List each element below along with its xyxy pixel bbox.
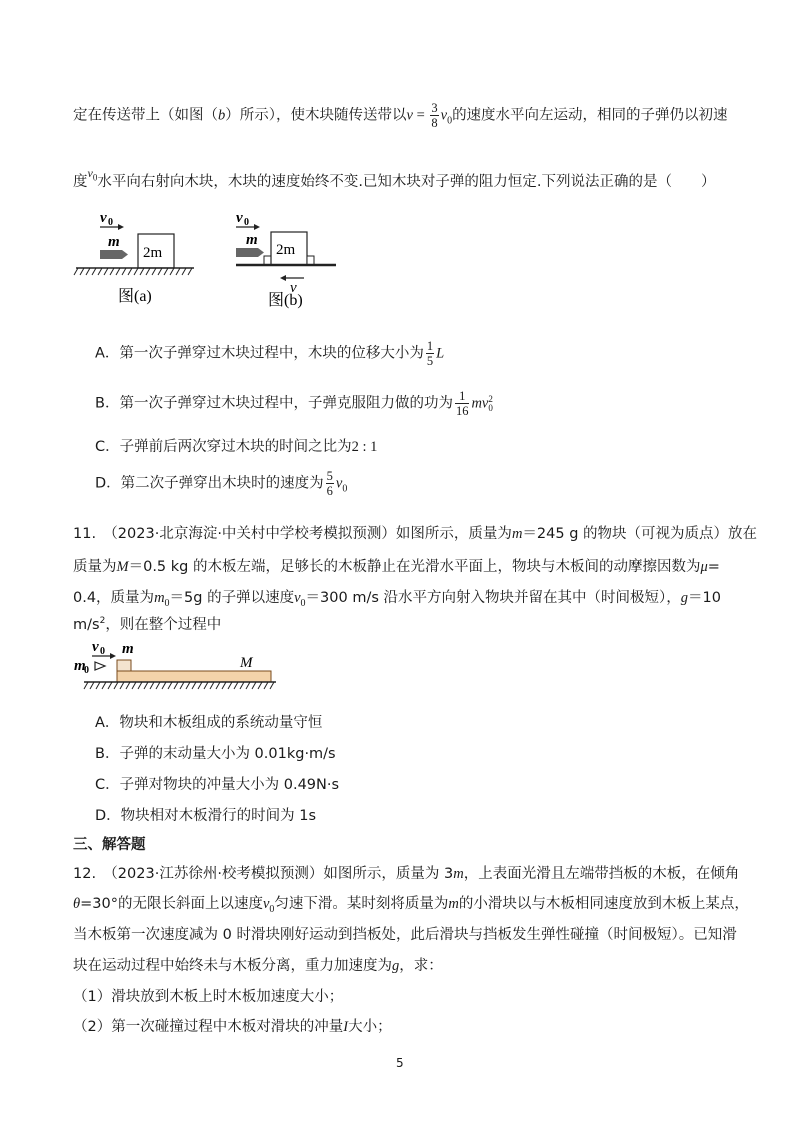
q11-m0: m — [154, 590, 165, 606]
q11-line-3 — [73, 586, 721, 609]
fig-b-bullet — [236, 248, 258, 257]
fig-b-v-arrowhead — [280, 275, 286, 281]
figure-b — [232, 205, 342, 315]
fig-a-m-label: m — [108, 234, 120, 250]
q12-I: I — [343, 1019, 349, 1035]
q11-text: 0.4，质量为 — [73, 590, 155, 606]
fig-a-block-label: 2m — [143, 245, 163, 261]
q12-text: 块在运动过程中始终未与木板分离，重力加速度为 — [73, 958, 392, 974]
q12-sub: 0 — [269, 903, 275, 915]
fig-b-caption: 图(b) — [268, 292, 303, 309]
q10-sub: 0 — [447, 115, 453, 127]
q12-line-3: 当木板第一次速度减为 0 时滑块刚好运动到挡板处，此后滑块与挡板发生弹性碰撞（时间极短）。已知滑 — [73, 927, 737, 943]
option-text: D．第二次子弹穿出木块时的速度为 — [95, 475, 324, 492]
q10-text: 水平向右射向木块，木块的速度始终不变.已知木块对子弹的阻力恒定.下列说法正确的是（ ） — [97, 174, 716, 190]
option-L: L — [436, 345, 445, 362]
fig-q11-m0-sub: 0 — [84, 665, 89, 676]
frac-den: 5 — [426, 353, 434, 368]
q12-text: 匀速下滑。某时刻将质量为 — [274, 896, 449, 912]
figure-q11 — [70, 637, 280, 692]
q11-line-4 — [73, 613, 221, 634]
q11-text: ＝245 g 的物块（可视为质点）放在 — [522, 526, 758, 542]
q12-text: =30°的无限长斜面上以速度 — [80, 896, 263, 912]
q10-line-2 — [73, 166, 716, 191]
q11-option-a: A．物块和木板组成的系统动量守恒 — [95, 715, 323, 731]
option-fraction — [455, 390, 470, 417]
option-fraction — [426, 340, 434, 367]
q11-text: ＝10 — [688, 590, 721, 606]
q11-sup: 2 — [99, 616, 106, 627]
fig-b-block-label: 2m — [276, 242, 296, 258]
q11-text: 质量为 — [73, 559, 117, 575]
fig-a-bullet — [100, 250, 122, 259]
frac-num: 1 — [459, 389, 466, 403]
q11-text: m/s — [73, 617, 100, 633]
frac-den: 16 — [455, 403, 469, 418]
fig-q11-board — [117, 671, 271, 682]
q11-sub: 0 — [300, 597, 306, 609]
q12-text: 12. （2023·江苏徐州·校考模拟预测）如图所示，质量为 3 — [73, 866, 454, 882]
q12-line-1 — [73, 862, 739, 883]
fig-b-v-label: v — [290, 280, 297, 296]
q12-v0: v — [262, 896, 270, 912]
option-text: C．子弹前后两次穿过木块的时间之比为 — [95, 439, 352, 455]
q11-text: g 的子弹以速度 — [193, 590, 295, 606]
q12-g: g — [392, 958, 400, 974]
fig-q11-hatch — [84, 682, 274, 689]
q11-line-2 — [73, 555, 720, 576]
option-sub: 0 — [488, 402, 493, 413]
q12-text: ，求： — [399, 958, 443, 974]
q11-eq: = — [707, 559, 720, 575]
q12-m: m — [453, 866, 464, 882]
q11-m: m — [511, 526, 523, 542]
fig-b-m-label: m — [246, 232, 258, 248]
option-ratio: 2 : 1 — [351, 439, 378, 455]
q11-option-d: D．物块相对木板滑行的时间为 1s — [95, 808, 317, 824]
fig-b-v0-sub: 0 — [244, 217, 249, 228]
fig-q11-m-label: m — [122, 641, 134, 657]
q12-text: 大小； — [348, 1019, 392, 1035]
q12-line-2 — [73, 892, 749, 915]
frac-num: 1 — [426, 339, 434, 353]
fig-b-arrowhead — [254, 224, 260, 230]
q11-text: ，则在整个过程中 — [105, 617, 222, 633]
q10-option-a — [95, 340, 444, 367]
q11-option-c: C．子弹对物块的冲量大小为 0.49N·s — [95, 777, 340, 793]
fig-b-bullet-tip — [258, 248, 264, 257]
frac-den: 6 — [326, 483, 333, 498]
frac-num: 5 — [326, 469, 333, 483]
q11-option-b: B．子弹的末动量大小为 0.01kg·m/s — [95, 746, 336, 762]
option-expr: mv — [471, 395, 489, 412]
fig-a-v0-label: v — [100, 210, 107, 226]
q10-v: v — [406, 107, 413, 124]
q10-text: 定在传送带上（如图（ — [73, 107, 218, 124]
q10-v0: v — [440, 107, 448, 124]
q10-text: 的速度水平向左运动，相同的子弹仍以初速 — [452, 107, 728, 124]
q10-sub: 0 — [92, 172, 98, 183]
q12-sub-2 — [73, 1015, 392, 1036]
option-text: A．第一次子弹穿过木块过程中，木块的位移大小为 — [95, 345, 424, 362]
q10-option-d — [95, 470, 347, 497]
option-text: B．第一次子弹穿过木块过程中，子弹克服阻力做的功为 — [95, 395, 453, 412]
section-heading: 三、解答题 — [73, 837, 146, 853]
option-v: v — [335, 475, 343, 492]
frac-den: 8 — [431, 115, 438, 130]
q12-text: （2）第一次碰撞过程中木板对滑块的冲量 — [73, 1019, 344, 1035]
q11-v0: v — [294, 590, 301, 606]
q12-m: m — [448, 896, 459, 912]
q11-text: ＝5 — [169, 590, 194, 606]
q10-text: 度 — [73, 174, 88, 190]
q12-text: 的小滑块以与木板相同速度放到木板上某点， — [458, 896, 749, 912]
fig-b-v0-label: v — [236, 210, 243, 226]
q11-sub: 0 — [164, 597, 170, 609]
fig-q11-v0-sub: 0 — [100, 646, 105, 657]
fig-q11-M-label: M — [240, 655, 253, 671]
q11-text: ＝300 m/s 沿水平方向射入物块并留在其中（时间极短）， — [305, 590, 681, 606]
option-sup: 2 — [488, 393, 493, 404]
q10-eq: = — [412, 107, 429, 124]
q10-fraction — [430, 102, 438, 129]
fig-a-bullet-tip — [122, 250, 128, 259]
fig-q11-arrowhead — [110, 653, 116, 659]
q12-line-4 — [73, 954, 443, 975]
q10-option-b — [95, 390, 493, 417]
fig-q11-bullet — [95, 662, 105, 670]
page-number: 5 — [396, 1056, 404, 1070]
fig-q11-m0-label: m — [74, 658, 86, 674]
fig-a-arrowhead — [118, 224, 124, 230]
fig-b-stopper-left — [264, 256, 271, 265]
option-fraction — [326, 470, 334, 497]
q11-line-1 — [73, 522, 757, 543]
q10-v0: v — [87, 166, 93, 180]
fig-b-stopper-right — [307, 256, 314, 265]
q11-g: g — [680, 590, 689, 606]
q11-mu: μ — [700, 559, 708, 575]
fig-a-caption: 图(a) — [118, 288, 152, 305]
option-sub: 0 — [342, 483, 348, 495]
q11-text: ＝0.5 kg 的木板左端，足够长的木板静止在光滑水平面上，物块与木板间的动摩擦因数为 — [128, 559, 701, 575]
q12-theta: θ — [73, 896, 81, 912]
q10-option-c — [95, 435, 377, 456]
fig-q11-block-m — [117, 660, 131, 671]
q12-text: ，上表面光滑且左端带挡板的木板，在倾角 — [463, 866, 740, 882]
q12-sub-1: （1）滑块放到木板上时木板加速度大小； — [73, 989, 344, 1005]
q10-b-italic: b — [218, 107, 226, 124]
q10-text: ）所示），使木块随传送带以 — [225, 107, 407, 124]
figure-a — [70, 205, 200, 310]
fig-a-hatch — [74, 268, 192, 275]
fig-q11-v0-label: v — [92, 639, 99, 655]
q11-M: M — [116, 559, 129, 575]
q11-text: 11. （2023·北京海淀·中关村中学校考模拟预测）如图所示，质量为 — [73, 526, 512, 542]
fig-a-v0-sub: 0 — [108, 217, 113, 228]
q10-line-1 — [73, 102, 728, 129]
frac-num: 3 — [431, 101, 438, 115]
